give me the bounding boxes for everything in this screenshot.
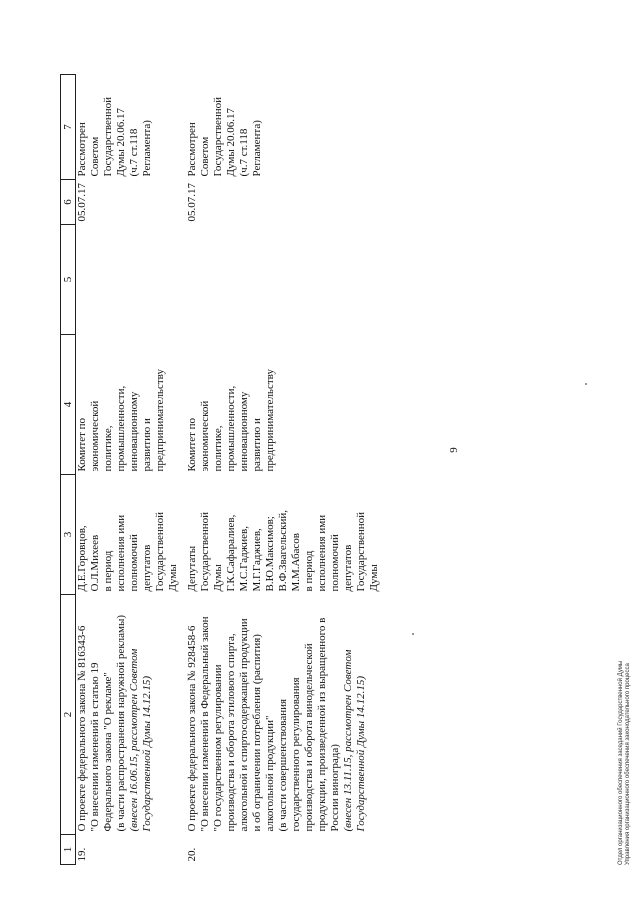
committee-line: экономической <box>89 400 101 472</box>
bill-line: (в части распространения наружной рекламы) <box>115 614 127 832</box>
decision-line: Думы 20.06.17 <box>115 108 127 177</box>
bill-title <box>76 595 187 835</box>
author-line: О.Л.Михеев <box>89 534 101 592</box>
author-line: в период <box>303 550 315 592</box>
bill-line: (внесен 13.11.15, рассмотрен Советом <box>342 649 354 832</box>
committee-line: политике, <box>212 425 224 472</box>
column-header: 5 <box>61 225 76 335</box>
column-5-value <box>186 225 387 335</box>
scan-speck <box>412 633 414 635</box>
committee-line: Комитет по <box>76 417 88 472</box>
decision-line: Регламента) <box>251 120 263 177</box>
author-line: в период <box>102 550 114 592</box>
committee-line: инновационному <box>238 391 250 472</box>
row-number: 19. <box>76 847 88 862</box>
author-line: Государственной <box>355 511 367 592</box>
author-line: депутатов <box>342 544 354 592</box>
table-row <box>186 75 387 865</box>
bill-line: "О государственном регулировании <box>212 664 224 832</box>
footer-line: Отдел организационного обеспечения заседаний Государственной Думы <box>618 660 624 865</box>
committee-line: промышленности, <box>115 385 127 472</box>
decision-line: Государственной <box>102 96 114 177</box>
author-line: Думы <box>167 564 179 592</box>
responsible-committee <box>76 335 187 475</box>
author-line: Думы <box>368 564 380 592</box>
author-line: Депутаты <box>186 545 198 592</box>
decision-line: Регламента) <box>141 120 153 177</box>
column-header: 1 <box>61 835 76 865</box>
date-value: 05.07.17 <box>76 183 88 222</box>
responsible-committee <box>186 335 387 475</box>
author-line: исполнения ими <box>115 514 127 592</box>
bill-line: России винограда) <box>329 744 341 832</box>
author-line: В.Ю.Максимов; <box>264 516 276 592</box>
committee-line: политике, <box>102 425 114 472</box>
bill-line: производства и оборота этилового спирта, <box>225 633 237 832</box>
bill-line: продукции, произведенной из выращенного в <box>316 617 328 832</box>
author-line: Государственной <box>199 511 211 592</box>
header-row <box>61 75 76 865</box>
row-number: 20. <box>186 847 198 862</box>
column-header: 6 <box>61 180 76 225</box>
author-line: исполнения ими <box>316 514 328 592</box>
author-line: Думы <box>212 564 224 592</box>
bill-line: О проекте федерального закона № 816343-6 <box>76 625 88 832</box>
committee-line: предпринимательству <box>154 369 166 472</box>
bill-line: Государственной Думы 14.12.15) <box>141 675 153 832</box>
column-header: 2 <box>61 595 76 835</box>
committee-line: промышленности, <box>225 385 237 472</box>
decision-line: (ч.7 ст.118 <box>128 128 140 177</box>
bill-line: алкогольной продукции" <box>264 715 276 832</box>
committee-line: Комитет по <box>186 417 198 472</box>
author-line: Государственной <box>154 511 166 592</box>
bill-line: Федерального закона "О рекламе" <box>102 672 114 832</box>
bill-authors <box>76 475 187 595</box>
table-row <box>76 75 187 865</box>
bill-title <box>186 595 387 835</box>
decision-line: (ч.7 ст.118 <box>238 128 250 177</box>
footer-line: Управления организационного обеспечения законодательного процесса <box>625 663 631 865</box>
bill-line: государственного регулирования <box>290 677 302 832</box>
column-header: 4 <box>61 335 76 475</box>
bill-line: "О внесении изменений в Федеральный закон <box>199 616 211 832</box>
decision-line: Государственной <box>212 96 224 177</box>
bill-authors <box>186 475 387 595</box>
decision-line: Рассмотрен <box>186 122 198 177</box>
column-header: 7 <box>61 75 76 180</box>
author-line: Д.Е.Горовцов, <box>76 525 88 592</box>
author-line: полномочий <box>329 534 341 592</box>
column-5-value <box>76 225 187 335</box>
bill-line: и об ограничении потребления (распития) <box>251 634 263 832</box>
decision-note <box>76 75 187 180</box>
bill-line: алкогольной и спиртосодержащей продукции <box>238 618 250 832</box>
page-number: 9 <box>448 447 460 453</box>
bill-line: О проекте федерального закона № 928458-6 <box>186 625 198 832</box>
date-value: 05.07.17 <box>186 183 198 222</box>
author-line: М.М.Абасов <box>290 532 302 592</box>
committee-line: предпринимательству <box>264 369 276 472</box>
bill-line: (в части совершенствования <box>277 698 289 832</box>
committee-line: развитию и <box>141 418 153 472</box>
bill-line: Государственной Думы 14.12.15) <box>355 675 367 832</box>
column-header: 3 <box>61 475 76 595</box>
committee-line: развитию и <box>251 418 263 472</box>
decision-line: Советом <box>199 136 211 177</box>
decision-note <box>186 75 387 180</box>
scan-speck <box>585 383 587 385</box>
author-line: В.Ф.Звагельский, <box>277 510 289 592</box>
author-line: полномочий <box>128 534 140 592</box>
bills-table <box>60 74 387 865</box>
decision-line: Думы 20.06.17 <box>225 108 237 177</box>
bill-line: (внесен 16.06.15, рассмотрен Советом <box>128 648 140 832</box>
author-line: депутатов <box>141 544 153 592</box>
author-line: М.С.Гаджиев, <box>238 526 250 592</box>
bill-line: производства и оборота винодельческой <box>303 643 315 832</box>
committee-line: экономической <box>199 400 211 472</box>
decision-line: Рассмотрен <box>76 122 88 177</box>
author-line: Г.К.Сафаралиев, <box>225 514 237 592</box>
decision-line: Советом <box>89 136 101 177</box>
footer-note <box>618 661 632 865</box>
author-line: М.Г.Гаджиев, <box>251 528 263 592</box>
bill-line: "О внесении изменений в статью 19 <box>89 662 101 832</box>
committee-line: инновационному <box>128 391 140 472</box>
